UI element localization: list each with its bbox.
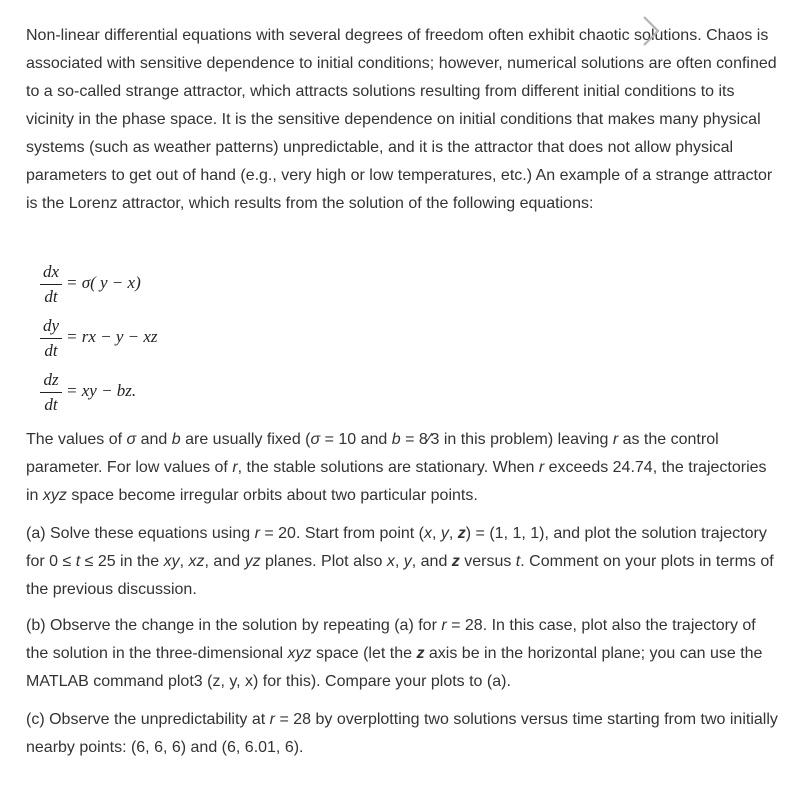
text: space (let the	[311, 645, 417, 662]
part-c-paragraph	[26, 706, 778, 762]
text: The values of	[26, 431, 127, 448]
sigma-symbol: σ	[126, 431, 137, 448]
equation-rhs: = xy − bz.	[66, 381, 137, 400]
text: space become irregular orbits about two particular points.	[66, 487, 478, 504]
t-variable: t	[515, 553, 521, 570]
xy-plane: xy	[163, 553, 180, 570]
equation-rhs: = σ( y − x)	[66, 273, 141, 292]
z-variable: z	[457, 525, 466, 542]
xyz-variable: xyz	[42, 487, 67, 504]
numerator: dz	[43, 370, 59, 389]
part-a-paragraph	[26, 520, 778, 604]
fraction-dy-dt	[40, 316, 62, 361]
text: = 20. Start from point (	[259, 525, 424, 542]
denominator: dt	[44, 341, 58, 360]
fraction-bar	[40, 392, 62, 393]
text: as the control parameter. For low values of	[26, 431, 719, 476]
fraction-dx-dt	[40, 262, 62, 307]
text: = 28 by overplotting two solutions versus time starting from two initially nearby points: (6, 6, 6) and (6, 6.01, 6).	[26, 711, 778, 756]
text: = 28. In this case, plot also the trajectory of the solution in the three-dimensional	[26, 617, 756, 662]
text: axis be in the horizontal plane; you can use the MATLAB command plot3 (z, y, x) for this). Compare your plots to (a).	[26, 645, 763, 690]
text: are usually fixed (	[180, 431, 311, 448]
r-variable: r	[538, 459, 545, 476]
r-variable: r	[232, 459, 238, 476]
fraction-dz-dt	[40, 370, 62, 415]
fraction-bar	[40, 284, 62, 285]
text: , the stable solutions are stationary. When	[237, 459, 539, 476]
text: exceeds 24.74, the trajectories in	[26, 459, 767, 504]
text: = 8⁄3 in this problem) leaving	[400, 431, 613, 448]
text: (a) Solve these equations using	[26, 525, 255, 542]
yz-plane: yz	[244, 553, 261, 570]
text: , and	[204, 553, 245, 570]
b-variable: b	[391, 431, 401, 448]
text: (c) Observe the unpredictability at	[26, 711, 270, 728]
text: ,	[179, 553, 189, 570]
text: planes. Plot also	[260, 553, 387, 570]
fraction-bar	[40, 338, 62, 339]
x-variable: x	[386, 553, 395, 570]
text: . Comment on your plots in terms of the previous discussion.	[26, 553, 774, 598]
b-variable: b	[171, 431, 181, 448]
denominator: dt	[44, 287, 58, 306]
r-variable: r	[441, 617, 447, 634]
text: and	[136, 431, 172, 448]
t-variable: t	[75, 553, 81, 570]
equation-rhs: = rx − y − xz	[66, 327, 158, 346]
text: ) = (1, 1, 1), and plot the solution trajectory for 0 ≤	[26, 525, 767, 570]
text: , and	[411, 553, 452, 570]
y-variable: y	[403, 553, 412, 570]
text: ≤ 25 in the	[80, 553, 164, 570]
z-variable: z	[451, 553, 460, 570]
text: = 10 and	[320, 431, 392, 448]
r-variable: r	[269, 711, 275, 728]
x-variable: x	[424, 525, 432, 542]
text: ,	[448, 525, 458, 542]
text: versus	[459, 553, 516, 570]
problem-intro	[26, 22, 778, 218]
y-variable: y	[440, 525, 449, 542]
numerator: dy	[42, 316, 60, 335]
parameters-paragraph	[26, 426, 778, 510]
part-b-paragraph	[26, 612, 778, 696]
sigma-symbol: σ	[310, 431, 321, 448]
r-variable: r	[254, 525, 260, 542]
xyz-variable: xyz	[287, 645, 312, 662]
text: (b) Observe the change in the solution by repeating (a) for	[26, 617, 442, 634]
text: ,	[432, 525, 441, 542]
text: ,	[394, 553, 404, 570]
denominator: dt	[44, 395, 58, 414]
intro-paragraph: Non-linear differential equations with several degrees of freedom often exhibit chaotic solutions. Chaos is associated with sensitive dependence to initial conditions; however, numerical solutions are often confined to a so-called strange attractor, which attracts solutions resulting from different initial conditions to its vicinity in the phase space. It is the sensitive dependence on initial conditions that makes many physical systems (such as weather patterns) unpredictable, and it is the attractor that does not allow physical parameters to get out of hand (e.g., very high or low temperatures, etc.) An example of a strange attractor is the Lorenz attractor, which results from the solution of the following equations:	[26, 27, 777, 212]
z-variable: z	[416, 645, 425, 662]
numerator: dx	[42, 262, 60, 281]
chevron-right-icon[interactable]	[640, 14, 662, 48]
xz-plane: xz	[188, 553, 205, 570]
r-variable: r	[612, 431, 619, 448]
